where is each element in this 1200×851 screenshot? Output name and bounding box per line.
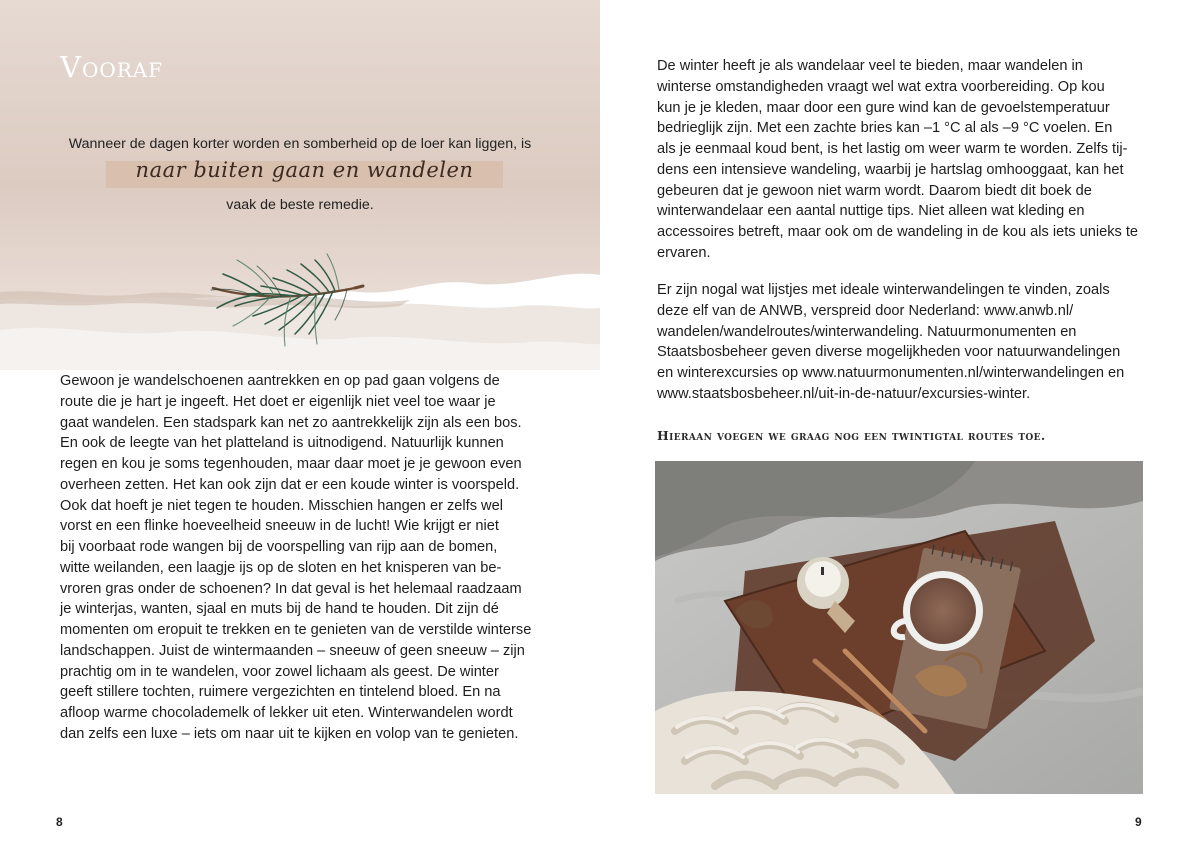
body-line: Staatsbosbeheer geven diverse mogelijkheden voor natuurwandelingen bbox=[657, 344, 1121, 361]
body-line: vorst en een flinke hoeveelheid sneeuw in de lucht! Wie krijgt er niet bbox=[60, 518, 499, 535]
body-line: bedrieglijk zijn. Met een zachte bries kan –1 °C al als –9 °C voelen. En bbox=[657, 120, 1113, 137]
body-line: gaat wandelen. Een stadspark kan net zo aantrekkelijk zijn als een bos. bbox=[60, 414, 522, 431]
right-paragraph-2 bbox=[657, 280, 1147, 405]
body-line: overheen zetten. Het kan ook zijn dat er een koude winter is voorspeld. bbox=[60, 476, 520, 493]
right-paragraph-1 bbox=[657, 56, 1147, 264]
body-line: afloop warme chocolademelk of lekker uit eten. Winterwandelen wordt bbox=[60, 705, 513, 721]
body-line: www.staatsbosbeheer.nl/uit-in-de-natuur/excursies-winter. bbox=[657, 385, 1031, 402]
body-line: De winter heeft je als wandelaar veel te bieden, maar wandelen in bbox=[657, 58, 1083, 74]
body-line: landschappen. Juist de wintermaanden – sneeuw of geen sneeuw – zijn bbox=[60, 642, 525, 659]
subheading: Hieraan voegen we graag nog een twintigtal routes toe. bbox=[657, 428, 1046, 443]
body-line: kun je je kleden, maar door een gure wind kan de gevoelstemperatuur bbox=[657, 99, 1110, 116]
intro-line-1: Wanneer de dagen korter worden en somberheid op de loer kan liggen, is bbox=[68, 136, 532, 152]
body-line: en winterexcursies op www.natuurmonumenten.nl/winterwandelingen en bbox=[657, 365, 1125, 381]
body-line: geeft stillere tochten, ruimere vergezichten en tintelend bloed. En na bbox=[60, 684, 501, 701]
intro-line-3: vaak de beste remedie. bbox=[226, 197, 374, 213]
body-line: winterwandelaar een aantal nuttige tips. Niet alleen wat kleding en bbox=[657, 203, 1085, 220]
page-number-right: 9 bbox=[1135, 815, 1142, 829]
body-line: Er zijn nogal wat lijstjes met ideale winterwandelingen te vinden, zoals bbox=[657, 282, 1110, 298]
body-line: dan zelfs een luxe – iets om naar uit te kijken en volop van te genieten. bbox=[60, 725, 519, 742]
pine-branch-illustration bbox=[205, 248, 370, 356]
body-line: witte weilanden, een laagje ijs op de sloten en het knisperen van be- bbox=[60, 559, 502, 576]
body-line: als je eenmaal koud bent, is het lastig om weer warm te worden. Zelfs tij- bbox=[657, 141, 1128, 157]
body-line: regen en kou je soms tegenhouden, maar daar moet je je gewoon even bbox=[60, 456, 522, 472]
body-line: prachtig om in te wandelen, voor zowel lichaam als geest. De winter bbox=[60, 663, 499, 680]
body-line: accessoires betreft, maar ook om de wandeling in de kou als iets unieks te bbox=[657, 224, 1139, 240]
body-line: route die je hart je ingeeft. Het doet er eigenlijk niet veel toe waar je bbox=[60, 393, 496, 410]
right-page bbox=[600, 0, 1200, 851]
page-title: Vooraf bbox=[60, 50, 164, 84]
winter-cozy-photo bbox=[655, 461, 1143, 794]
body-line: wandelen/wandelroutes/winterwandeling. Natuurmonumenten en bbox=[657, 323, 1077, 340]
body-line: momenten om eropuit te trekken en te genieten van de verstilde winterse bbox=[60, 622, 532, 638]
intro-highlight-script: naar buiten gaan en wandelen bbox=[135, 158, 474, 182]
body-line: deze elf van de ANWB, verspreid door Nederland: www.anwb.nl/ bbox=[657, 302, 1074, 319]
body-line: je winterjas, wanten, sjaal en muts bij de hand te houden. Dit zijn dé bbox=[60, 601, 499, 618]
body-line: Ook dat hoeft je niet tegen te houden. Misschien hangen er zelfs wel bbox=[60, 497, 503, 514]
body-line: En ook de leegte van het platteland is uitnodigend. Natuurlijk kunnen bbox=[60, 435, 504, 452]
page-number-left: 8 bbox=[56, 815, 63, 829]
body-line: vroren gras onder de schoenen? In dat geval is het helemaal raadzaam bbox=[60, 580, 522, 597]
body-line: gebeuren dat je gewoon niet warm wordt. Daarom biedt dit boek de bbox=[657, 182, 1092, 199]
body-line: dens een intensieve wandeling, waarbij je hartslag omhooggaat, kan het bbox=[657, 161, 1124, 178]
body-line: bij voorbaat rode wangen bij de voorspelling van rijp aan de bomen, bbox=[60, 539, 498, 555]
body-line: ervaren. bbox=[657, 244, 711, 261]
left-body-text bbox=[60, 371, 540, 745]
body-line: Gewoon je wandelschoenen aantrekken en op pad gaan volgens de bbox=[60, 373, 500, 389]
body-line: winterse omstandigheden vraagt wel wat extra voorbereiding. Op kou bbox=[657, 78, 1105, 95]
